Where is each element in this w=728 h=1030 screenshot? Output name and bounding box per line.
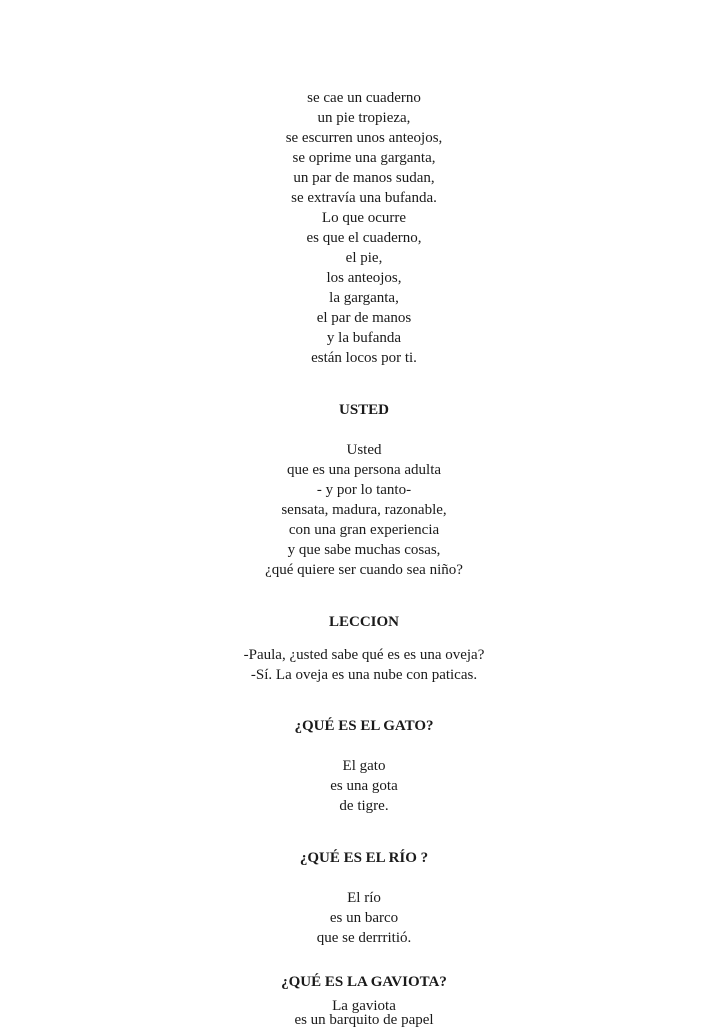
poem-line: es un barquito de papel [294,1012,434,1028]
poem-line: de tigre. [339,798,389,814]
dialogue-line: -Sí. La oveja es una nube con paticas. [250,667,478,683]
poem-line: es una gota [330,778,398,794]
poem-line: Usted [346,442,382,458]
poem-line: un par de manos sudan, [293,170,435,186]
poem-line: los anteojos, [326,270,402,286]
poem-line: que es una persona adulta [286,462,442,478]
poem-line: La gaviota [332,998,396,1014]
poem-line: que se derrritió. [316,930,412,946]
poem-line: el par de manos [316,310,412,326]
poem-line: se cae un cuaderno [307,90,421,106]
poem-line: se oprime una garganta, [292,150,436,166]
poem-line: es un barco [329,910,399,926]
poem-line: es que el cuaderno, [306,230,422,246]
poem-line: están locos por ti. [311,350,417,366]
poem-line: Lo que ocurre [321,210,407,226]
section-title: ¿QUÉ ES LA GAVIOTA? [281,974,447,990]
section-title: USTED [338,402,390,418]
section-title: ¿QUÉ ES EL RÍO ? [299,850,429,866]
poem-line: y que sabe muchas cosas, [287,542,441,558]
dialogue-line: -Paula, ¿usted sabe qué es es una oveja? [243,647,485,663]
section-title: LECCION [328,614,400,630]
poem-line: y la bufanda [326,330,402,346]
poem-line: la garganta, [329,290,399,306]
poem-line: un pie tropieza, [317,110,411,126]
section-title: ¿QUÉ ES EL GATO? [294,718,434,734]
poem-line: El río [347,890,381,906]
poem-line: el pie, [345,250,383,266]
poem-line: se extravía una bufanda. [291,190,437,206]
poem-line: sensata, madura, razonable, [281,502,447,518]
poem-line: se escurren unos anteojos, [285,130,443,146]
poem-line: El gato [342,758,386,774]
poem-line: - y por lo tanto- [316,482,412,498]
poem-line: con una gran experiencia [288,522,440,538]
poem-line: ¿qué quiere ser cuando sea niño? [265,562,463,578]
